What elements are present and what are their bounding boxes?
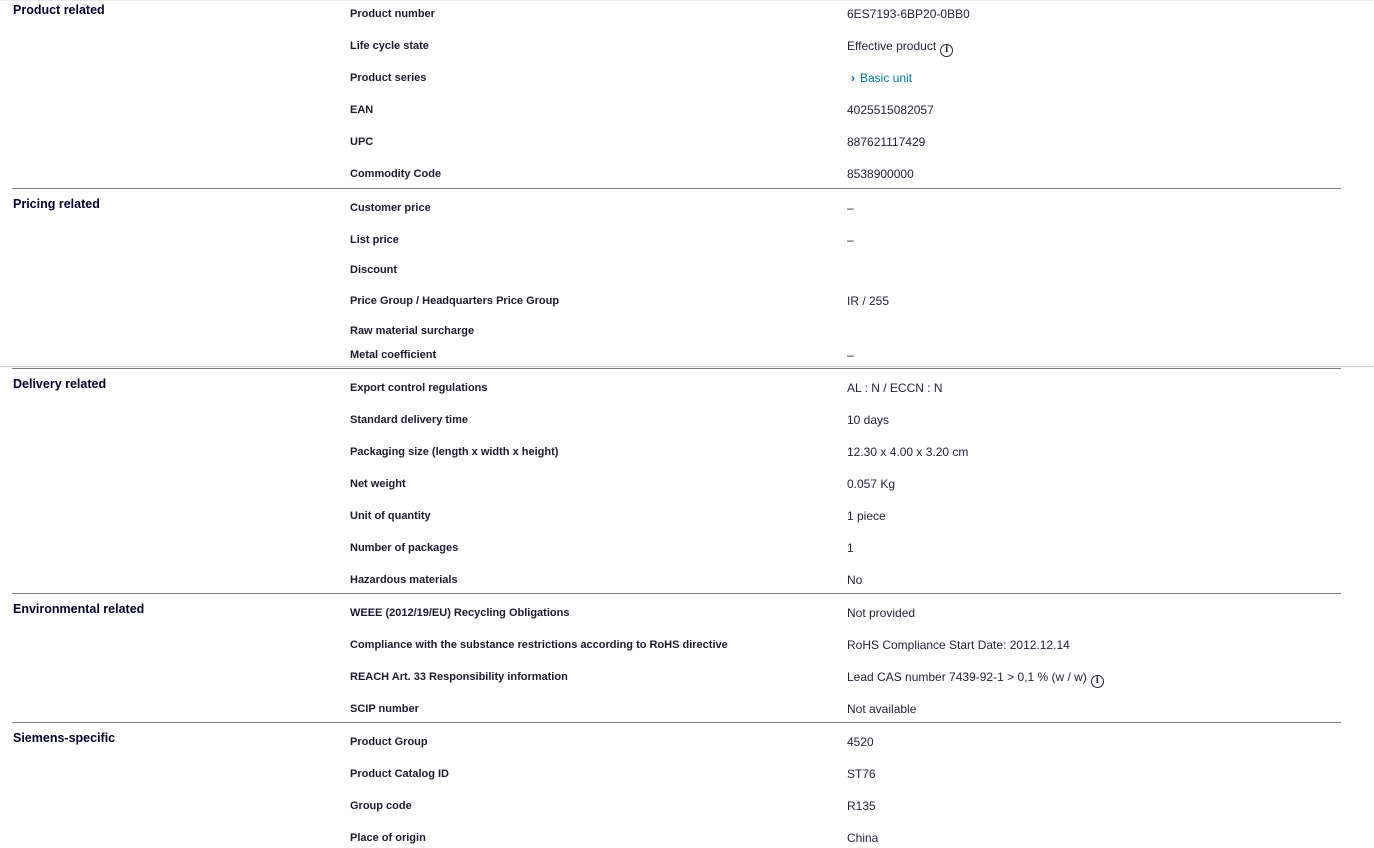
row-label: Product series <box>350 72 427 84</box>
row-label: Metal coefficient <box>350 349 437 361</box>
row-label: Customer price <box>350 202 431 214</box>
row-label: Product Group <box>350 736 428 748</box>
row-label: EAN <box>350 104 374 116</box>
row-label: Export control regulations <box>350 382 488 394</box>
row-label: Packaging size (length x width x height) <box>350 446 559 458</box>
row-label: Number of packages <box>350 542 459 554</box>
row-label: UPC <box>350 136 374 148</box>
row-label: Net weight <box>350 478 406 490</box>
row-label: Compliance with the substance restrictions according to RoHS directive <box>350 639 728 651</box>
row-label: Product number <box>350 8 435 20</box>
row-value: Lead CAS number 7439-92-1 > 0,1 % (w / w) <box>847 670 1087 684</box>
row-value: AL : N / ECCN : N <box>847 381 943 395</box>
section-title: Product related <box>13 3 105 17</box>
row-label: Standard delivery time <box>350 414 468 426</box>
row-value: 10 days <box>847 413 890 427</box>
row-label: Group code <box>350 800 412 812</box>
row-label: WEEE (2012/19/EU) Recycling Obligations <box>350 607 570 619</box>
row-value: 887621117429 <box>847 135 926 149</box>
section-title: Pricing related <box>13 197 100 211</box>
row-label: Raw material surcharge <box>350 325 475 337</box>
row-value: Not provided <box>847 606 916 620</box>
row-value: 1 piece <box>847 509 886 523</box>
chevron-right-icon: › <box>851 71 855 85</box>
row-value: RoHS Compliance Start Date: 2012.12.14 <box>847 638 1070 652</box>
row-label: Place of origin <box>350 832 426 844</box>
section-divider <box>0 366 1374 367</box>
row-value: 8538900000 <box>847 167 914 181</box>
section-divider <box>12 593 1341 594</box>
row-value: 4520 <box>847 735 874 749</box>
row-label: REACH Art. 33 Responsibility information <box>350 671 568 683</box>
link-text[interactable]: Basic unit <box>860 71 913 85</box>
row-label: Unit of quantity <box>350 510 431 522</box>
row-value: – <box>847 201 854 215</box>
info-icon[interactable]: i <box>1091 675 1104 688</box>
row-label: Commodity Code <box>350 168 442 180</box>
row-value-wrap <box>847 39 953 57</box>
row-label: Discount <box>350 264 398 276</box>
row-label: Life cycle state <box>350 40 429 52</box>
row-value: 1 <box>847 541 854 555</box>
row-label: SCIP number <box>350 703 419 715</box>
row-value: 12.30 x 4.00 x 3.20 cm <box>847 445 969 459</box>
row-value: 4025515082057 <box>847 103 934 117</box>
section-title: Siemens-specific <box>13 731 116 745</box>
section-divider <box>12 722 1341 723</box>
row-value: Effective product <box>847 39 937 53</box>
row-label: List price <box>350 234 399 246</box>
row-value: Not available <box>847 702 917 716</box>
row-value: R135 <box>847 799 876 813</box>
info-icon[interactable]: i <box>940 44 953 57</box>
row-label: Hazardous materials <box>350 574 458 586</box>
row-value: No <box>847 573 863 587</box>
product-series-link[interactable] <box>847 71 912 85</box>
row-value: IR / 255 <box>847 294 890 308</box>
row-label: Price Group / Headquarters Price Group <box>350 295 560 307</box>
section-divider <box>12 188 1341 189</box>
row-value: 0.057 Kg <box>847 477 896 491</box>
section-title: Delivery related <box>13 377 107 391</box>
row-label: Product Catalog ID <box>350 768 450 780</box>
top-border <box>0 0 1374 1</box>
section-title: Environmental related <box>13 602 145 616</box>
row-value: ST76 <box>847 767 876 781</box>
row-value: – <box>847 348 854 362</box>
row-value: – <box>847 233 854 247</box>
row-value: 6ES7193-6BP20-0BB0 <box>847 7 970 21</box>
row-value: China <box>847 831 879 845</box>
row-value-wrap <box>847 670 1104 688</box>
section-divider <box>12 368 1341 369</box>
